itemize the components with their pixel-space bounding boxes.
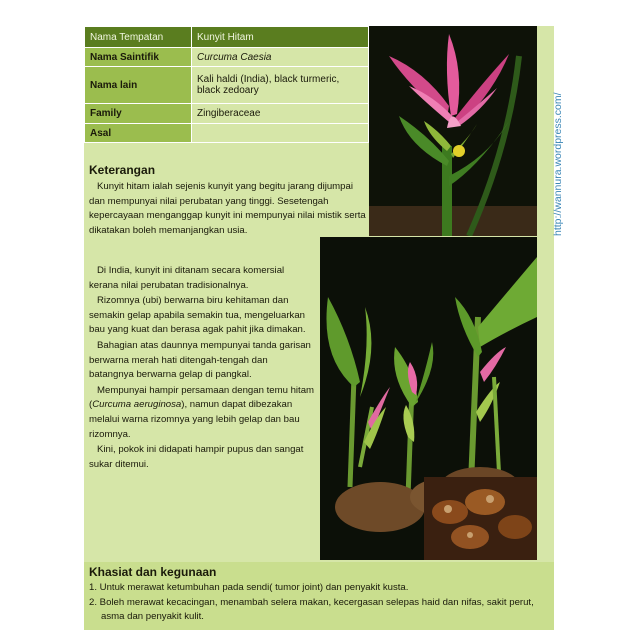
table-row	[85, 48, 369, 67]
flower-photo	[369, 26, 537, 236]
keterangan-heading: Keterangan	[89, 163, 156, 177]
row-label: Family	[85, 104, 192, 124]
keterangan-paragraph: Kini, pokok ini didapati hampir pupus dan sangat sukar ditemui.	[89, 444, 304, 470]
table-row	[85, 124, 369, 143]
khasiat-list	[89, 581, 549, 625]
row-value: Curcuma Caesia	[192, 48, 369, 67]
row-label: Asal	[85, 124, 192, 143]
text-run: Mempunyai hampir persamaan dengan temu hitam (	[89, 384, 315, 411]
scientific-name: Curcuma aeruginosa	[92, 399, 182, 411]
keterangan-paragraph: Di India, kunyit ini ditanam secara komersial kerana nilai perubatan tradisionalnya.	[89, 265, 285, 291]
khasiat-heading: Khasiat dan kegunaan	[89, 565, 217, 579]
row-value: Zingiberaceae	[192, 104, 369, 124]
keterangan-paragraph	[89, 384, 315, 442]
row-value: Kali haldi (India), black turmeric, black zedoary	[192, 67, 369, 104]
row-label: Nama Saintifik	[85, 48, 192, 67]
table-row	[85, 67, 369, 104]
table-row	[85, 104, 369, 124]
list-item: 1. Untuk merawat ketumbuhan pada sendi( tumor joint) dan penyakit kusta.	[89, 582, 409, 593]
keterangan-paragraph: Bahagian atas daunnya mempunyai tanda garisan berwarna merah hati ditengah-tengah dan batangnya berwarna gelap di pangkal.	[89, 339, 311, 381]
source-url-text: http://wannura.wordpress.com/	[552, 92, 564, 236]
plant-rhizome-photo	[320, 237, 537, 560]
header-value: Kunyit Hitam	[192, 27, 369, 48]
info-table	[84, 26, 369, 143]
keterangan-paragraph: Rizomnya (ubi) berwarna biru kehitaman dan semakin gelap apabila semakin tua, mengeluarkan bau yang kuat dan berasa agak pahit jika dimakan.	[89, 295, 306, 336]
header-label: Nama Tempatan	[85, 27, 192, 48]
source-url-vertical	[541, 28, 564, 238]
row-value	[192, 124, 369, 143]
table-header-row	[85, 27, 369, 48]
row-label: Nama lain	[85, 67, 192, 104]
list-item: 2. Boleh merawat kecacingan, menambah selera makan, kecergasan selepas haid dan nifas, sakit perut, asma dan penyakit kulit.	[89, 596, 534, 623]
keterangan-paragraph: Kunyit hitam ialah sejenis kunyit yang begitu jarang dijumpai dan mempunyai nilai perubatan yang tinggi. Sesetengah kepercayaan menganggap kunyit ini mempunyai nilai mistik serta dikatakan boleh memanjangkan usia.	[89, 181, 366, 236]
keterangan-column	[89, 264, 315, 473]
text-run: ), namun dapat dibezakan melalui warna rizomnya yang lebih gelap dan bau rizomnya.	[89, 399, 300, 440]
